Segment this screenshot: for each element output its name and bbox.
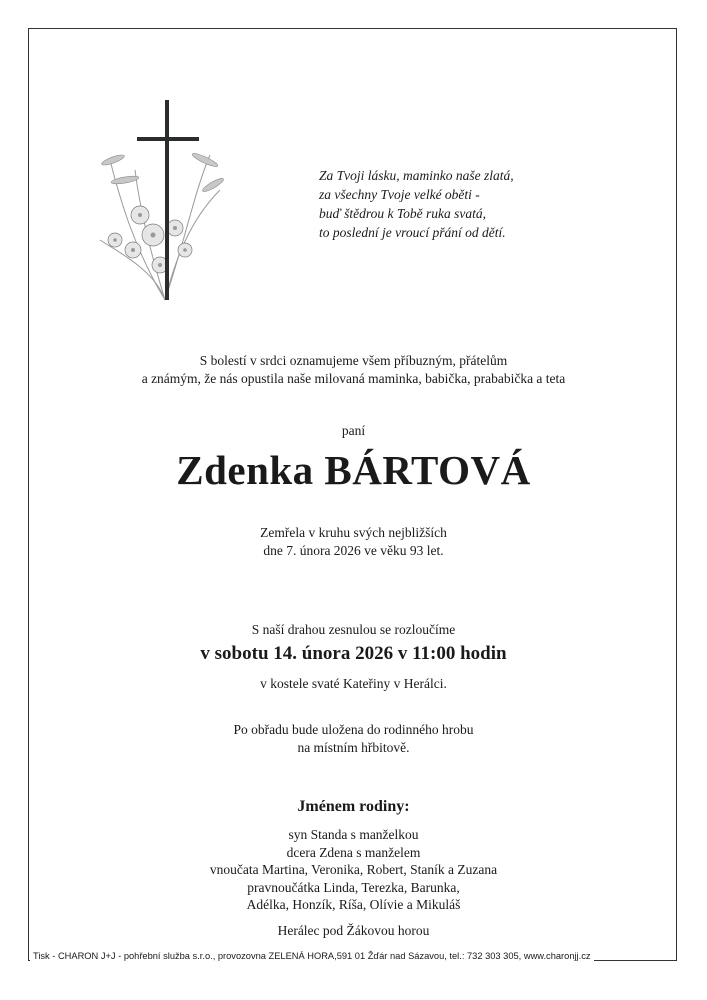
family-title: Jménem rodiny: (297, 798, 410, 815)
farewell-datetime: v sobotu 14. února 2026 v 11:00 hodin (200, 643, 507, 664)
farewell-place: v kostele svaté Kateřiny v Herálci. (260, 676, 447, 691)
death-info-line: Zemřela v kruhu svých nejbližších (260, 525, 447, 540)
poem-line: Za Tvoji lásku, maminko naše zlatá, (319, 168, 514, 183)
death-info (0, 524, 707, 560)
printer-footer: Tisk - CHARON J+J - pohřební služba s.r.o., provozovna ZELENÁ HORA,591 01 Žďár nad Sázavou, tel.: 732 303 305, www.charonjj.cz (30, 951, 594, 961)
family-member: syn Standa s manželkou (288, 827, 419, 842)
intro-line: S bolestí v srdci oznamujeme všem příbuzným, přátelům (199, 353, 508, 368)
family-member: Adélka, Honzík, Ríša, Olívie a Mikuláš (246, 897, 461, 912)
death-info-line: dne 7. února 2026 ve věku 93 let. (263, 543, 444, 558)
burial-line: Po obřadu bude uložena do rodinného hrobu (233, 722, 474, 737)
family-member: pravnoučátka Linda, Terezka, Barunka, (247, 879, 460, 895)
deceased-name: Zdenka BÁRTOVÁ (176, 447, 531, 493)
farewell-intro: S naší drahou zesnulou se rozloučíme (251, 622, 456, 637)
family-member: vnoučata Martina, Veronika, Robert, Staník a Zuzana (209, 862, 498, 877)
title-prefix: paní (341, 423, 366, 438)
poem-line: buď štědrou k Tobě ruka svatá, (319, 206, 486, 221)
poem-line: za všechny Tvoje velké oběti - (319, 187, 480, 202)
burial-line: na místním hřbitově. (297, 740, 410, 755)
intro-line: a známým, že nás opustila naše milovaná maminka, babička, prababička a teta (141, 371, 566, 386)
cross-with-flowers-icon (95, 100, 225, 315)
poem-line: to poslední je vroucí přání od dětí. (319, 225, 506, 240)
poem (319, 166, 514, 242)
family-member: dcera Zdena s manželem (286, 844, 421, 860)
announcement-intro (0, 352, 707, 388)
family-list (0, 826, 707, 914)
burial-info (0, 721, 707, 757)
residence: Herálec pod Žákovou horou (277, 923, 430, 938)
